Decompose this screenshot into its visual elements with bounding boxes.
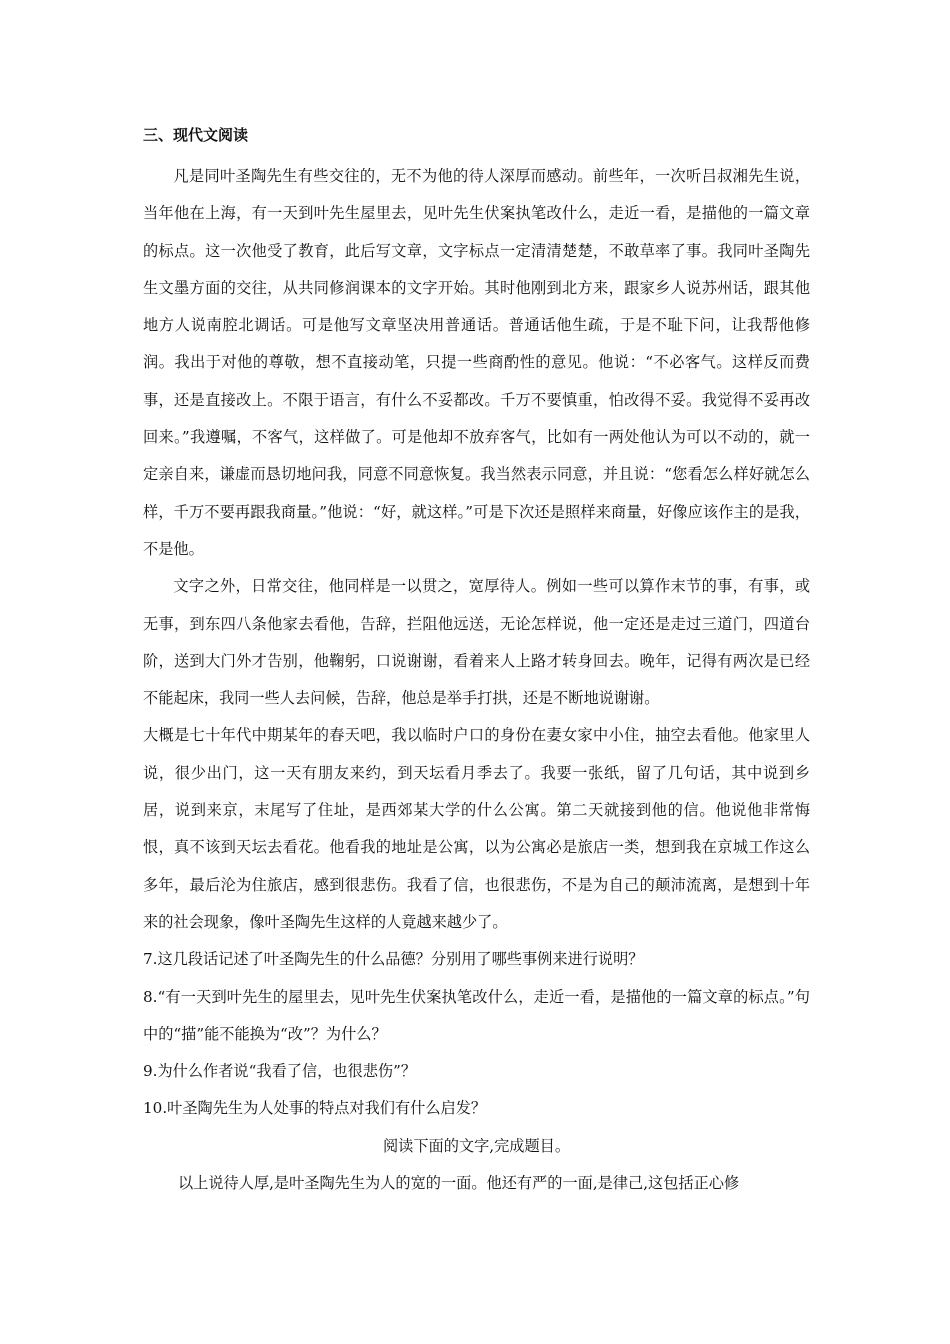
paragraph-2: 文字之外，日常交往，他同样是一以贯之，宽厚待人。例如一些可以算作末节的事，有事，或无事，到东四八条他家去看他，告辞，拦阻他远送，无论怎样说，他一定还是走过三道门，四道台阶，送到大门外才告别，他鞠躬，口说谢谢，看着来人上路才转身回去。晚年，记得有两次是已经不能起床，我同一些人去问候，告辞，他总是举手打拱，还是不断地说谢谢。 [143, 577, 810, 708]
tail-paragraph: 以上说待人厚,是叶圣陶先生为人的宽的一面。他还有严的一面,是律己,这包括正心修 [177, 1174, 740, 1193]
reading-instruction: 阅读下面的文字,完成题目。 [382, 1136, 571, 1155]
section-heading: 三、现代文阅读 [143, 126, 249, 144]
paragraph-1: 凡是同叶圣陶先生有些交往的，无不为他的待人深厚而感动。前些年，一次听吕叔湘先生说，当年他在上海，有一天到叶先生屋里去，见叶先生伏案执笔改什么，走近一看，是描他的一篇文章的标点。这一次他受了教育，此后写文章，文字标点一定清清楚楚，不敢草率了事。我同叶圣陶先生文墨方面的交往，从共同修润课本的文字开始。其时他刚到北方来，跟家乡人说苏州话，跟其他地方人说南腔北调话。可是他写文章坚决用普通话。普通话他生疏，于是不耻下问，让我帮他修润。我出于对他的尊敬，想不直接动笔，只提一些商酌性的意见。他说：“不必客气。这样反而费事，还是直接改上。不限于语言，有什么不妥都改。千万不要慎重，怕改得不妥。我觉得不妥再改回来。”我遵嘱，不客气，这样做了。可是他却不放弃客气，比如有一两处他认为可以不动的，就一定亲自来，谦虚而恳切地问我，同意不同意恢复。我当然表示同意，并且说：“您看怎么样好就怎么样，千万不要再跟我商量。”他说：“好，就这样。”可是下次还是照样来商量，好像应该作主的是我，不是他。 [143, 167, 810, 558]
question-10: 10.叶圣陶先生为人处事的特点对我们有什么启发？ [143, 1099, 487, 1118]
question-7: 7.这几段话记述了叶圣陶先生的什么品德？分别用了哪些事例来进行说明？ [143, 950, 644, 969]
question-9: 9.为什么作者说“我看了信，也很悲伤”？ [143, 1062, 417, 1081]
question-8: 8.“有一天到叶先生的屋里去，见叶先生伏案执笔改什么，走近一看，是描他的一篇文章的标点。”句中的“描”能不能换为“改”？为什么？ [143, 987, 810, 1043]
paragraph-3: 大概是七十年代中期某年的春天吧，我以临时户口的身份在妻女家中小住，抽空去看他。他家里人说，很少出门，这一天有朋友来约，到天坛看月季去了。我要一张纸，留了几句话，其中说到乡居，说到来京，末尾写了住址，是西郊某大学的什么公寓。第二天就接到他的信。他说他非常悔恨，真不该到天坛去看花。他看我的地址是公寓，以为公寓必是旅店一类，想到我在京城工作这么多年，最后沦为住旅店，感到很悲伤。我看了信，也很悲伤，不是为自己的颠沛流离，是想到十年来的社会现象，像叶圣陶先生这样的人竟越来越少了。 [143, 726, 810, 931]
